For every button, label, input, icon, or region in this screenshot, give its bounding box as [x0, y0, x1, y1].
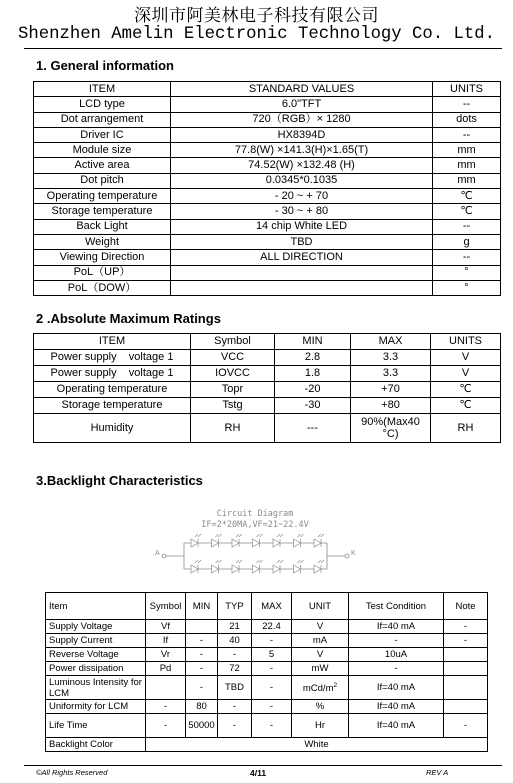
symbol-cell: If [146, 634, 186, 648]
item-cell: Dot pitch [34, 173, 171, 188]
item-cell: PoL（DOW） [34, 280, 171, 295]
min-cell: 2.8 [275, 350, 351, 366]
min-cell [186, 620, 218, 634]
value-cell: - 30 ~ + 80 [171, 204, 433, 219]
led-row-top [191, 534, 324, 547]
min-cell: - [186, 662, 218, 676]
symbol-cell: Vf [146, 620, 186, 634]
min-cell: -20 [275, 382, 351, 398]
max-cell: - [252, 634, 292, 648]
unit-cell: RH [431, 414, 501, 443]
item-cell: Power supply voltage 1 [34, 366, 191, 382]
max-cell: +80 [351, 398, 431, 414]
unit-cell: -- [433, 219, 501, 234]
column-header: MIN [275, 334, 351, 350]
unit-cell: mm [433, 173, 501, 188]
max-cell: - [252, 700, 292, 714]
item-cell: Dot arrangement [34, 112, 171, 127]
unit-cell: % [292, 700, 349, 714]
max-cell: 90%(Max40 °C) [351, 414, 431, 443]
table-row [34, 280, 501, 295]
note-cell [444, 648, 488, 662]
table-row [46, 676, 488, 700]
value-cell: 6.0"TFT [171, 97, 433, 112]
typ-cell: 21 [218, 620, 252, 634]
item-cell: LCD type [34, 97, 171, 112]
column-header: UNITS [431, 334, 501, 350]
note-cell [444, 700, 488, 714]
item-cell: Viewing Direction [34, 250, 171, 265]
min-cell: - [186, 676, 218, 700]
unit-cell: -- [433, 127, 501, 142]
condition-cell: If=40 mA [349, 676, 444, 700]
table-row [46, 714, 488, 738]
value-cell: 0.0345*0.1035 [171, 173, 433, 188]
led-diode-icon [273, 560, 283, 573]
table-row [34, 234, 501, 249]
unit-cell: ° [433, 280, 501, 295]
led-array-schematic [152, 533, 358, 579]
table-row [34, 398, 501, 414]
item-cell: Module size [34, 143, 171, 158]
unit-cell: ℃ [431, 398, 501, 414]
unit-cell: -- [433, 250, 501, 265]
footer-revision: REV A [426, 768, 449, 777]
symbol-cell [146, 676, 186, 700]
item-cell: Reverse Voltage [46, 648, 146, 662]
table-row [46, 634, 488, 648]
item-cell: Active area [34, 158, 171, 173]
min-cell: -30 [275, 398, 351, 414]
table-row [34, 350, 501, 366]
item-cell: Storage temperature [34, 398, 191, 414]
value-cell: HX8394D [171, 127, 433, 142]
circuit-subtitle: IF=2*20MA,VF=21~22.4V [201, 520, 309, 530]
unit-cell: V [431, 350, 501, 366]
led-diode-icon [253, 560, 263, 573]
general-info-table [33, 81, 501, 296]
symbol-cell: - [146, 714, 186, 738]
led-diode-icon [314, 560, 324, 573]
item-cell: Uniformity for LCM [46, 700, 146, 714]
column-header: UNIT [292, 593, 349, 620]
column-header: STANDARD VALUES [171, 82, 433, 97]
table-row [46, 620, 488, 634]
unit-cell: ℃ [431, 382, 501, 398]
symbol-cell: Topr [191, 382, 275, 398]
unit-cell: V [292, 620, 349, 634]
max-cell: +70 [351, 382, 431, 398]
backlight-heading: 3.Backlight Characteristics [36, 473, 203, 488]
item-cell: Power supply voltage 1 [34, 350, 191, 366]
anode-label: A [155, 550, 160, 557]
item-cell: Backlight Color [46, 738, 146, 752]
led-diode-icon [212, 534, 222, 547]
column-header: MAX [252, 593, 292, 620]
item-cell: Luminous Intensity for LCM [46, 676, 146, 700]
item-cell: Supply Current [46, 634, 146, 648]
item-cell: PoL（UP） [34, 265, 171, 280]
item-cell: Operating temperature [34, 382, 191, 398]
led-diode-icon [212, 560, 222, 573]
absolute-ratings-heading: 2 .Absolute Maximum Ratings [36, 311, 221, 326]
footer-page-number: 4/11 [250, 768, 267, 778]
item-cell: Power dissipation [46, 662, 146, 676]
unit-cell: mCd/$m^2$ [292, 676, 349, 700]
min-cell: --- [275, 414, 351, 443]
value-cell: White [146, 738, 488, 752]
item-cell: Back Light [34, 219, 171, 234]
max-cell: - [252, 676, 292, 700]
max-cell: 3.3 [351, 350, 431, 366]
column-header: Symbol [191, 334, 275, 350]
company-name-chinese: 深圳市阿美林电子科技有限公司 [134, 6, 379, 26]
column-header: TYP [218, 593, 252, 620]
table-header-row [46, 593, 488, 620]
condition-cell: If=40 mA [349, 620, 444, 634]
table-row [34, 173, 501, 188]
symbol-cell: RH [191, 414, 275, 443]
note-cell: - [444, 634, 488, 648]
value-cell [171, 265, 433, 280]
min-cell: - [186, 648, 218, 662]
column-header: MIN [186, 593, 218, 620]
circuit-title: Circuit Diagram [216, 509, 294, 519]
table-row [34, 143, 501, 158]
symbol-cell: Vr [146, 648, 186, 662]
unit-cell: ° [433, 265, 501, 280]
typ-cell: 40 [218, 634, 252, 648]
value-cell: 720（RGB）× 1280 [171, 112, 433, 127]
unit-cell: dots [433, 112, 501, 127]
table-row [46, 662, 488, 676]
table-row [34, 414, 501, 443]
condition-cell: - [349, 634, 444, 648]
column-header: Note [444, 593, 488, 620]
led-diode-icon [294, 560, 304, 573]
condition-cell: 10uA [349, 648, 444, 662]
table-row [34, 127, 501, 142]
led-diode-icon [191, 560, 201, 573]
value-cell: 77.8(W) ×141.3(H)×1.65(T) [171, 143, 433, 158]
led-row-bottom [191, 560, 324, 573]
led-diode-icon [273, 534, 283, 547]
max-cell: - [252, 714, 292, 738]
column-header: Test Condition [349, 593, 444, 620]
table-row [46, 648, 488, 662]
typ-cell: - [218, 714, 252, 738]
unit-cell: mW [292, 662, 349, 676]
typ-cell: - [218, 648, 252, 662]
unit-cell: -- [433, 97, 501, 112]
header-rule [24, 48, 502, 49]
min-cell: 80 [186, 700, 218, 714]
typ-cell: TBD [218, 676, 252, 700]
led-diode-icon [253, 534, 263, 547]
table-row [46, 738, 488, 752]
condition-cell: If=40 mA [349, 700, 444, 714]
table-row [34, 382, 501, 398]
item-cell: Weight [34, 234, 171, 249]
footer-rights: ©All Rights Reserved [36, 768, 108, 777]
led-diode-icon [232, 560, 242, 573]
table-row [46, 700, 488, 714]
footer-rule [24, 765, 502, 766]
column-header: UNITS [433, 82, 501, 97]
table-row [34, 204, 501, 219]
item-cell: Humidity [34, 414, 191, 443]
led-diode-icon [232, 534, 242, 547]
column-header: ITEM [34, 334, 191, 350]
unit-cell: V [292, 648, 349, 662]
unit-cell: g [433, 234, 501, 249]
table-header-row [34, 334, 501, 350]
table-row [34, 97, 501, 112]
item-cell: Driver IC [34, 127, 171, 142]
symbol-cell: Tstg [191, 398, 275, 414]
condition-cell: - [349, 662, 444, 676]
led-diode-icon [314, 534, 324, 547]
symbol-cell: VCC [191, 350, 275, 366]
unit-cell: ℃ [433, 204, 501, 219]
table-row [34, 158, 501, 173]
table-row [34, 189, 501, 204]
note-cell [444, 662, 488, 676]
note-cell [444, 676, 488, 700]
typ-cell: 72 [218, 662, 252, 676]
symbol-cell: Pd [146, 662, 186, 676]
absolute-ratings-table [33, 333, 501, 443]
min-cell: - [186, 634, 218, 648]
column-header: ITEM [34, 82, 171, 97]
unit-cell: Hr [292, 714, 349, 738]
value-cell: 14 chip White LED [171, 219, 433, 234]
table-row [34, 112, 501, 127]
column-header: MAX [351, 334, 431, 350]
column-header: Symbol [146, 593, 186, 620]
column-header: Item [46, 593, 146, 620]
note-cell: - [444, 620, 488, 634]
unit-cell: mm [433, 143, 501, 158]
led-diode-icon [294, 534, 304, 547]
max-cell: 3.3 [351, 366, 431, 382]
item-cell: Life Time [46, 714, 146, 738]
unit-cell: mA [292, 634, 349, 648]
value-cell: ALL DIRECTION [171, 250, 433, 265]
unit-cell: ℃ [433, 189, 501, 204]
unit-cell: mm [433, 158, 501, 173]
symbol-cell: - [146, 700, 186, 714]
value-cell: - 20 ~ + 70 [171, 189, 433, 204]
min-cell: 1.8 [275, 366, 351, 382]
company-name-english: Shenzhen Amelin Electronic Technology Co. Ltd. [17, 25, 496, 44]
led-diode-icon [191, 534, 201, 547]
table-row [34, 219, 501, 234]
table-row [34, 250, 501, 265]
circuit-diagram [152, 509, 358, 579]
general-info-heading: 1. General information [36, 58, 174, 73]
symbol-cell: IOVCC [191, 366, 275, 382]
min-cell: 50000 [186, 714, 218, 738]
cathode-label: K [351, 550, 356, 557]
unit-cell: V [431, 366, 501, 382]
item-cell: Supply Voltage [46, 620, 146, 634]
typ-cell: - [218, 700, 252, 714]
value-cell: TBD [171, 234, 433, 249]
item-cell: Operating temperature [34, 189, 171, 204]
table-row [34, 265, 501, 280]
max-cell: 22.4 [252, 620, 292, 634]
backlight-table [45, 592, 488, 752]
max-cell: 5 [252, 648, 292, 662]
table-row [34, 366, 501, 382]
item-cell: Storage temperature [34, 204, 171, 219]
note-cell: - [444, 714, 488, 738]
value-cell [171, 280, 433, 295]
condition-cell: If=40 mA [349, 714, 444, 738]
value-cell: 74.52(W) ×132.48 (H) [171, 158, 433, 173]
table-header-row [34, 82, 501, 97]
max-cell: - [252, 662, 292, 676]
